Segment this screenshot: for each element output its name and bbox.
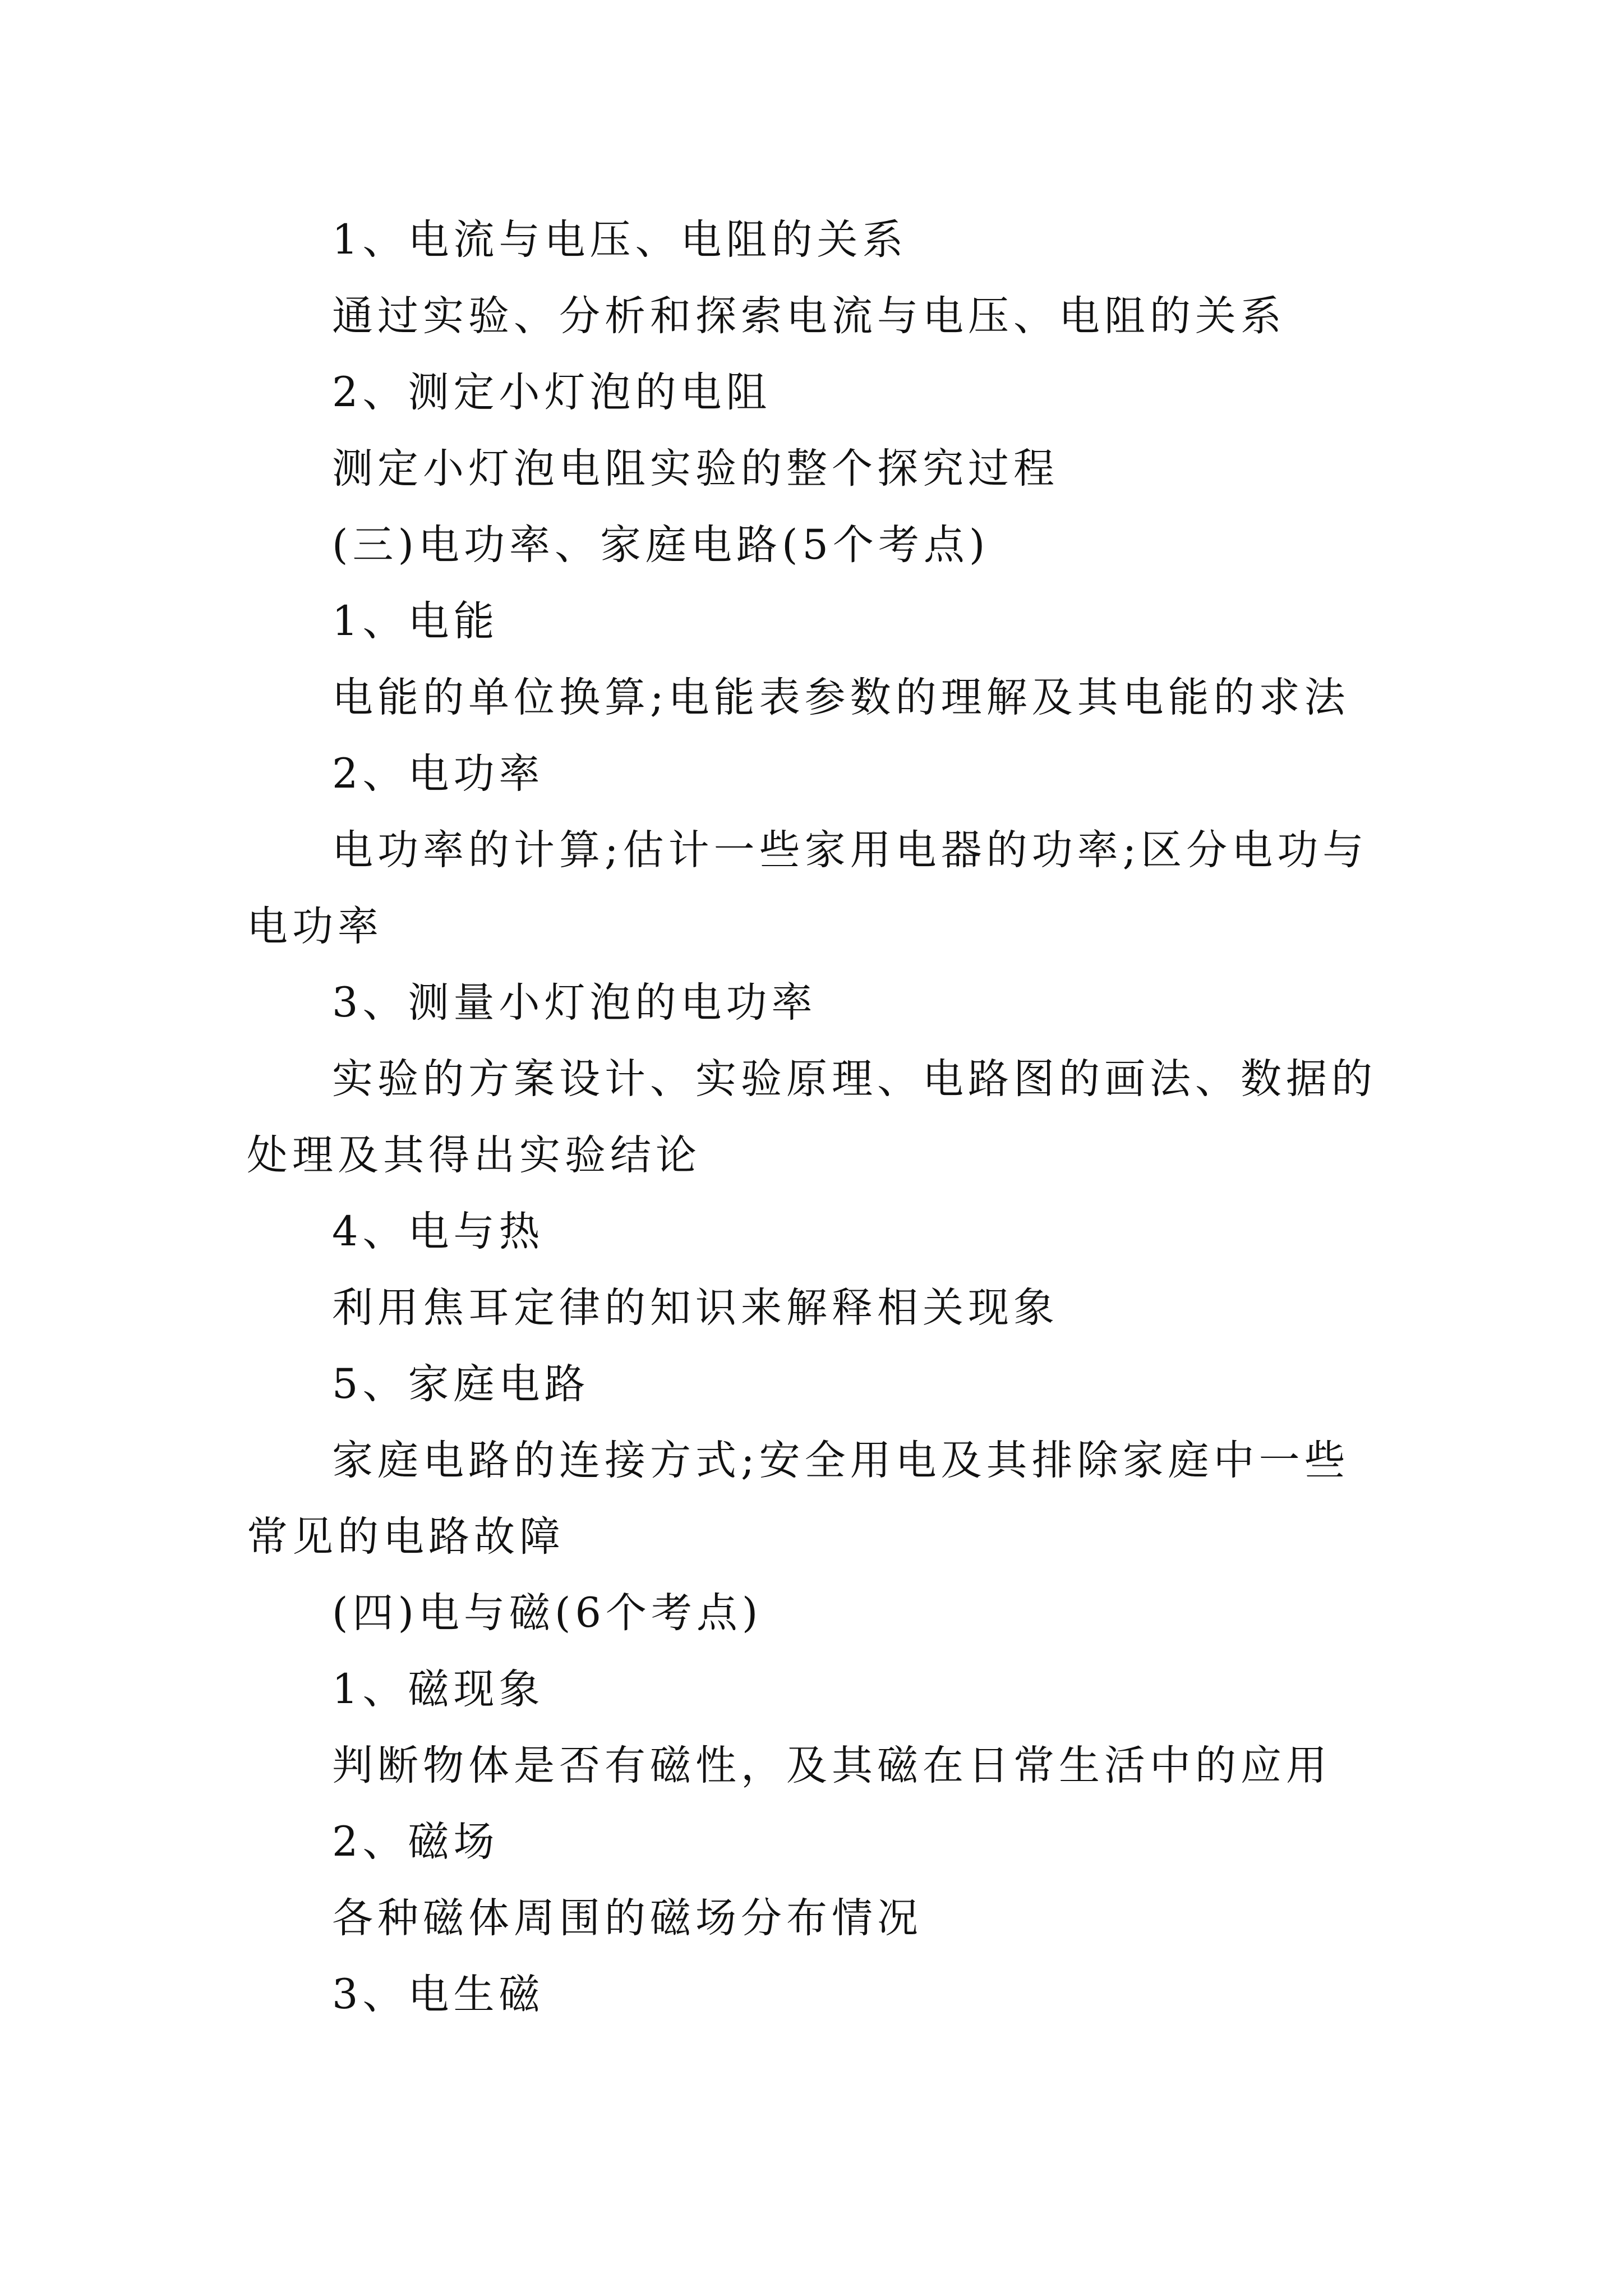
paragraph: 各种磁体周围的磁场分布情况 — [332, 1894, 923, 1942]
heading-electromagnetism: 3、电生磁 — [332, 1971, 545, 2018]
heading-measure-bulb-resistance: 2、测定小灯泡的电阻 — [332, 369, 772, 416]
heading-electricity-heat: 4、电与热 — [332, 1208, 545, 1255]
paragraph: 电能的单位换算;电能表参数的理解及其电能的求法 — [332, 674, 1350, 721]
document-body — [247, 202, 1391, 2033]
heading-electric-energy: 1、电能 — [332, 597, 499, 645]
heading-magnetic-phenomena: 1、磁现象 — [332, 1665, 545, 1713]
heading-electric-power: 2、电功率 — [332, 750, 545, 798]
paragraph: 判断物体是否有磁性，及其磁在日常生活中的应用 — [332, 1742, 1331, 1789]
paragraph: 通过实验、分析和探索电流与电压、电阻的关系 — [332, 292, 1286, 340]
paragraph: 实验的方案设计、实验原理、电路图的画法、数据的处理及其得出实验结论 — [247, 1055, 1377, 1179]
paragraph: 利用焦耳定律的知识来解释相关现象 — [332, 1284, 1059, 1332]
heading-household-circuit: 5、家庭电路 — [332, 1360, 590, 1408]
heading-current-voltage-resistance: 1、电流与电压、电阻的关系 — [332, 216, 908, 264]
heading-measure-bulb-power: 3、测量小灯泡的电功率 — [332, 979, 817, 1027]
paragraph: 电功率的计算;估计一些家用电器的功率;区分电功与电功率 — [247, 826, 1368, 950]
paragraph: 测定小灯泡电阻实验的整个探究过程 — [332, 445, 1059, 493]
section-heading-electric-power: (三)电功率、家庭电路(5个考点) — [332, 521, 990, 569]
section-heading-electromagnetism: (四)电与磁(6个考点) — [332, 1589, 763, 1637]
paragraph: 家庭电路的连接方式;安全用电及其排除家庭中一些常见的电路故障 — [247, 1437, 1350, 1561]
heading-magnetic-field: 2、磁场 — [332, 1818, 499, 1866]
